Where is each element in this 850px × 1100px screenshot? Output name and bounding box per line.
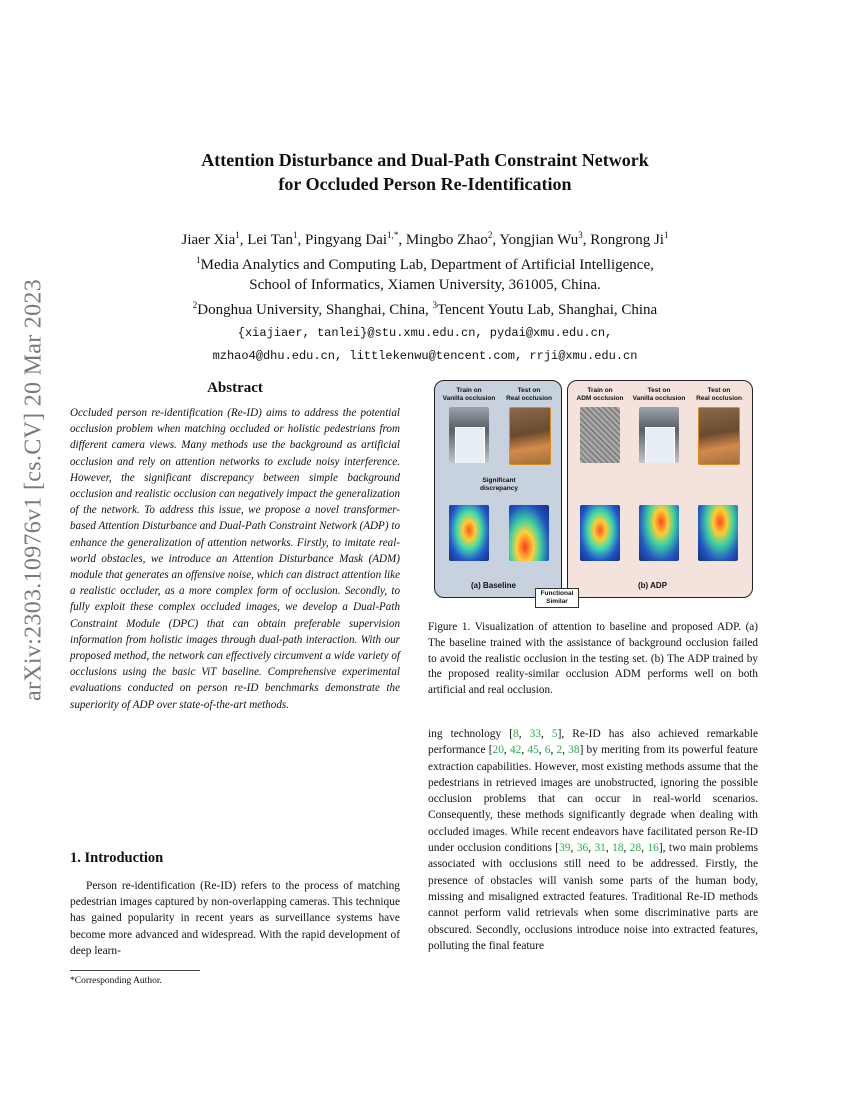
footnote-rule bbox=[70, 970, 200, 971]
baseline-panel bbox=[434, 380, 562, 598]
adp-test-vanilla-attention bbox=[639, 505, 679, 561]
emails-line2: mzhao4@dhu.edu.cn, littlekenwu@tencent.com, rrji@xmu.edu.cn bbox=[212, 349, 638, 363]
significant-discrepancy-label: Significant discrepancy bbox=[480, 477, 518, 492]
arxiv-sidebar bbox=[14, 278, 54, 702]
baseline-label: (a) Baseline bbox=[471, 581, 516, 590]
arxiv-id: arXiv:2303.10976v1 [cs.CV] 20 Mar 2023 bbox=[20, 278, 47, 702]
baseline-col-header-1: Train on Vanilla occlusion bbox=[442, 387, 496, 402]
adp-col-header-3: Test on Real occlusion bbox=[696, 387, 742, 402]
adp-col-header-2: Test on Vanilla occlusion bbox=[632, 387, 686, 402]
baseline-train-image bbox=[449, 407, 489, 463]
adp-col-header-1: Train on ADM occlusion bbox=[576, 387, 624, 402]
paper-title: Attention Disturbance and Dual-Path Constraint Network for Occluded Person Re-Identification bbox=[201, 150, 649, 194]
baseline-train-attention bbox=[449, 505, 489, 561]
section-heading-introduction: 1. Introduction bbox=[70, 850, 164, 866]
adp-test-real-attention bbox=[698, 505, 738, 561]
adp-panel bbox=[567, 380, 753, 598]
affiliation-1: $^1$Media Analytics and Computing Lab, Department of Artificial Intelligence, bbox=[196, 255, 654, 273]
adp-test-vanilla-image bbox=[639, 407, 679, 463]
baseline-col-header-2: Test on Real occlusion bbox=[506, 387, 552, 402]
figure-1 bbox=[430, 378, 758, 605]
figure-1-caption: Figure 1. Visualization of attention to baseline and proposed ADP. (a) The baseline trained with the assistance of background occlusion failed to avoid the realistic occlusion in the testing set. (b) The ADP trained by the proposed reality-similar occlusion ADM performs well on both artificial and real occlusion. bbox=[428, 621, 758, 697]
affiliation-1-cont: School of Informatics, Xiamen University, 361005, China. bbox=[249, 277, 601, 293]
adp-label: (b) ADP bbox=[638, 581, 668, 590]
affiliation-2-3: $^2$Donghua University, Shanghai, China, $^3$Tencent Youtu Lab, Shanghai, China bbox=[192, 300, 658, 318]
adp-train-attention bbox=[580, 505, 620, 561]
author-names: Jiaer Xia$^1$, Lei Tan$^1$, Pingyang Dai$^{1,*}$, Mingbo Zhao$^2$, Yongjian Wu$^3$, Rongrong Ji$^1$ bbox=[181, 230, 669, 248]
emails-line1: {xiajiaer, tanlei}@stu.xmu.edu.cn, pydai@xmu.edu.cn, bbox=[237, 326, 613, 340]
introduction-text: Person re-identification (Re-ID) refers to the process of matching pedestrian images captured by non-overlapping cameras. This technique has gained popularity in recent years as surveillance systems have become more advanced and widespread. With the rapid development of deep learn- bbox=[70, 880, 400, 957]
footnote: *Corresponding Author. bbox=[70, 976, 162, 986]
abstract-heading: Abstract bbox=[207, 380, 263, 396]
baseline-test-image bbox=[509, 407, 551, 465]
right-column-text: ing technology [8, 33, 5], Re-ID has also achieved remarkable performance [20, 42, 45, 6, 2, 38] by meriting from its powerful feature extraction capabilities. However, most existing methods assume that the pedestrians in retrieved images are unobstructed, ignoring the possible occlusion problems that can occur in real-world scenarios. Consequently, these methods significantly degrade when dealing with occluded images. While recent endeavors have facilitated person Re-ID under occlusion conditions [39, 36, 31, 18, 28, 16], two main problems associated with occlusions still need to be addressed. Firstly, the presence of obstacles will vanish some parts of the human body, missing and misaligned extracted features. Traditional Re-ID methods cannot perform valid retrievals when some discriminative parts are obscured. Secondly, occlusions introduce noise into extracted features, polluting the final feature bbox=[428, 728, 759, 952]
adp-test-real-image bbox=[698, 407, 740, 465]
baseline-test-attention bbox=[509, 505, 549, 561]
author-block bbox=[100, 225, 750, 366]
abstract-text: Occluded person re-identification (Re-ID) aims to address the potential occlusion problem when matching occluded or holistic pedestrians from different camera views. Many methods use the background as artificial occlusion and rely on attention networks to exclude noisy interference. However, the significant discrepancy between simple background occlusion and realistic occlusion can negatively impact the generalization of the network. To address this issue, we propose a novel transformer-based Attention Disturbance and Dual-Path Constraint Network (ADP) to enhance the generalization of attention networks. Firstly, to imitate real-world obstacles, we introduce an Attention Disturbance Mask (ADM) module that generates an offensive noise, which can distract attention like a realistic occluder, as a more complex form of occlusion. Secondly, to fully exploit these complex occluded images, we develop a Dual-Path Constraint Module (DPC) that can obtain preferable supervision information from holistic images through dual-path interaction. With our proposed method, the network can effectively circumvent a wide variety of occlusions using the basic ViT baseline. Comprehensive experimental evaluations conducted on person re-ID benchmarks demonstrate the superiority of ADP over state-of-the-art methods. bbox=[70, 407, 400, 711]
adp-train-image bbox=[580, 407, 620, 463]
functional-similar-label: Functional Similar bbox=[535, 588, 579, 608]
